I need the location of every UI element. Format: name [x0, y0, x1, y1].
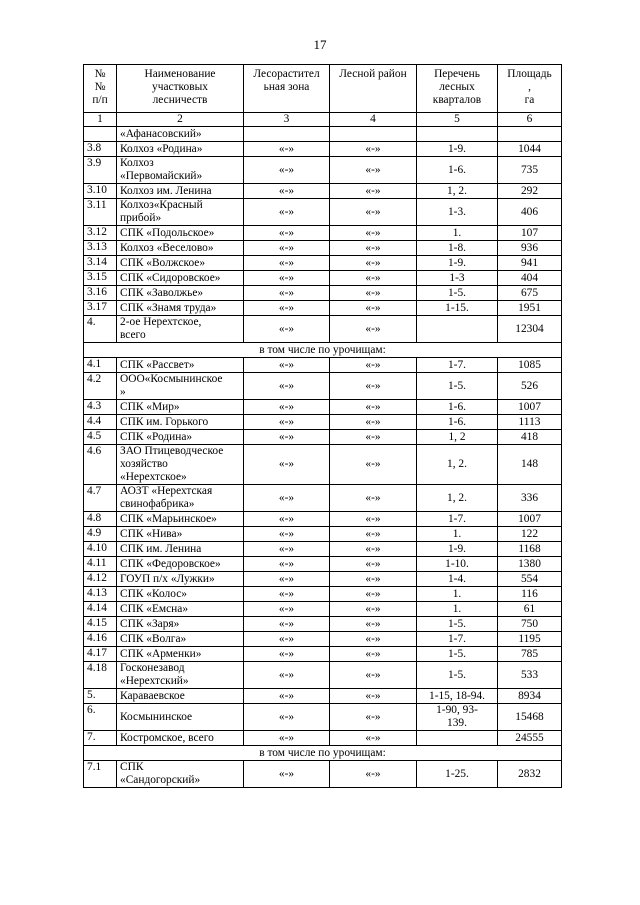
table-row: [84, 400, 562, 415]
forest-quarters: [417, 731, 498, 746]
forestry-name: Космынинское: [117, 704, 244, 731]
row-number: 3.17: [84, 301, 117, 316]
forestry-name: СПК «Мир»: [117, 400, 244, 415]
forest-district: «-»: [330, 557, 417, 572]
forest-quarters: 1-7.: [417, 358, 498, 373]
forest-zone: «-»: [244, 587, 330, 602]
row-number: 4.13: [84, 587, 117, 602]
area-ha: 936: [498, 241, 562, 256]
forest-zone: «-»: [244, 512, 330, 527]
forest-quarters: 1, 2.: [417, 445, 498, 485]
forest-district: «-»: [330, 256, 417, 271]
table-row: [84, 662, 562, 689]
area-ha: 750: [498, 617, 562, 632]
forest-zone: «-»: [244, 647, 330, 662]
forestry-name: СПК «Марьинское»: [117, 512, 244, 527]
page-number: 17: [313, 37, 327, 52]
area-ha: 1007: [498, 400, 562, 415]
table-row: [84, 127, 562, 142]
row-number: 3.8: [84, 142, 117, 157]
table-row: [84, 527, 562, 542]
forest-quarters: 1, 2: [417, 430, 498, 445]
row-number: 6.: [84, 704, 117, 731]
forest-zone: «-»: [244, 527, 330, 542]
table-row: [84, 647, 562, 662]
forestry-name: СПК «Рассвет»: [117, 358, 244, 373]
forest-quarters: 1-15, 18-94.: [417, 689, 498, 704]
column-number: 3: [244, 113, 330, 127]
forestry-name: СПК «Знамя труда»: [117, 301, 244, 316]
forestry-name: СПК «Сидоровское»: [117, 271, 244, 286]
column-number: 4: [330, 113, 417, 127]
forest-quarters: 1-9.: [417, 256, 498, 271]
forest-zone: «-»: [244, 662, 330, 689]
table-row: [84, 157, 562, 184]
forest-district: «-»: [330, 617, 417, 632]
table-row: [84, 286, 562, 301]
forest-district: «-»: [330, 689, 417, 704]
forest-zone: «-»: [244, 485, 330, 512]
forest-quarters: 1, 2.: [417, 184, 498, 199]
forest-district: «-»: [330, 632, 417, 647]
forest-district: «-»: [330, 142, 417, 157]
area-ha: 785: [498, 647, 562, 662]
area-ha: 533: [498, 662, 562, 689]
row-number: 4.4: [84, 415, 117, 430]
table-row: [84, 485, 562, 512]
forest-district: «-»: [330, 226, 417, 241]
row-number: 7.1: [84, 761, 117, 788]
row-number: 4.5: [84, 430, 117, 445]
forest-zone: «-»: [244, 415, 330, 430]
table-row: [84, 184, 562, 199]
forestry-name: Костромское, всего: [117, 731, 244, 746]
forestry-name: ГОУП п/х «Лужки»: [117, 572, 244, 587]
area-ha: 116: [498, 587, 562, 602]
forest-district: «-»: [330, 199, 417, 226]
row-number: 3.15: [84, 271, 117, 286]
forest-district: «-»: [330, 184, 417, 199]
table-row: [84, 761, 562, 788]
forest-district: «-»: [330, 271, 417, 286]
forest-district: «-»: [330, 512, 417, 527]
table-body: [84, 127, 562, 788]
forest-quarters: 1-3.: [417, 199, 498, 226]
column-number: 5: [417, 113, 498, 127]
forest-zone: «-»: [244, 157, 330, 184]
forest-quarters: 1-7.: [417, 632, 498, 647]
table-row: [84, 301, 562, 316]
forest-zone: «-»: [244, 632, 330, 647]
row-number: 4.11: [84, 557, 117, 572]
area-ha: 122: [498, 527, 562, 542]
forest-zone: «-»: [244, 731, 330, 746]
row-number: 4.2: [84, 373, 117, 400]
forest-zone: «-»: [244, 572, 330, 587]
forestry-name: Колхоз «Родина»: [117, 142, 244, 157]
table-row: [84, 241, 562, 256]
area-ha: 406: [498, 199, 562, 226]
table-row: [84, 199, 562, 226]
area-ha: 735: [498, 157, 562, 184]
forest-quarters: 1-6.: [417, 400, 498, 415]
row-number: [84, 127, 117, 142]
forest-zone: «-»: [244, 689, 330, 704]
header-name: Наименование участковых лесничеств: [117, 65, 244, 113]
forest-quarters: 1.: [417, 602, 498, 617]
forest-district: «-»: [330, 761, 417, 788]
area-ha: 526: [498, 373, 562, 400]
forestry-name: СПК «Федоровское»: [117, 557, 244, 572]
table-row: [84, 704, 562, 731]
section-row: [84, 343, 562, 358]
row-number: 4.12: [84, 572, 117, 587]
forest-district: «-»: [330, 373, 417, 400]
forestry-name: Колхоз «Веселово»: [117, 241, 244, 256]
area-ha: 675: [498, 286, 562, 301]
row-number: 3.12: [84, 226, 117, 241]
table-row: [84, 256, 562, 271]
forest-district: «-»: [330, 647, 417, 662]
forestry-name: «Афанасовский»: [117, 127, 244, 142]
forestry-name: СПК «Подольское»: [117, 226, 244, 241]
table-row: [84, 415, 562, 430]
forest-quarters: 1-9.: [417, 542, 498, 557]
table-row: [84, 358, 562, 373]
forest-quarters: 1-90, 93- 139.: [417, 704, 498, 731]
forestry-name: СПК «Емсна»: [117, 602, 244, 617]
area-ha: 1044: [498, 142, 562, 157]
row-number: 4.6: [84, 445, 117, 485]
forestry-name: СПК «Волжское»: [117, 256, 244, 271]
row-number: 4.14: [84, 602, 117, 617]
forestry-name: СПК им. Горького: [117, 415, 244, 430]
row-number: 4.15: [84, 617, 117, 632]
row-number: 3.10: [84, 184, 117, 199]
forestry-name: Караваевское: [117, 689, 244, 704]
forest-district: «-»: [330, 400, 417, 415]
forest-district: «-»: [330, 430, 417, 445]
column-number: 1: [84, 113, 117, 127]
row-number: 4.9: [84, 527, 117, 542]
forest-quarters: 1-5.: [417, 286, 498, 301]
header-district: Лесной район: [330, 65, 417, 113]
forest-quarters: 1.: [417, 226, 498, 241]
forest-quarters: 1-5.: [417, 662, 498, 689]
forest-zone: «-»: [244, 286, 330, 301]
table-row: [84, 316, 562, 343]
table-row: [84, 226, 562, 241]
table-row: [84, 689, 562, 704]
section-label: в том числе по урочищам:: [84, 746, 562, 761]
table-row: [84, 271, 562, 286]
row-number: 7.: [84, 731, 117, 746]
forest-district: «-»: [330, 542, 417, 557]
forest-quarters: 1-8.: [417, 241, 498, 256]
forest-quarters: 1.: [417, 587, 498, 602]
forestry-name: Колхоз«Красный прибой»: [117, 199, 244, 226]
area-ha: 554: [498, 572, 562, 587]
forest-zone: «-»: [244, 761, 330, 788]
forest-quarters: 1-25.: [417, 761, 498, 788]
table-row: [84, 430, 562, 445]
forest-quarters: 1-6.: [417, 415, 498, 430]
forest-district: «-»: [330, 286, 417, 301]
forest-quarters: 1-6.: [417, 157, 498, 184]
forest-zone: «-»: [244, 617, 330, 632]
forest-zone: «-»: [244, 256, 330, 271]
forestry-name: СПК «Родина»: [117, 430, 244, 445]
forest-quarters: 1.: [417, 527, 498, 542]
table-row: [84, 617, 562, 632]
area-ha: 1380: [498, 557, 562, 572]
area-ha: 1168: [498, 542, 562, 557]
row-number: 4.7: [84, 485, 117, 512]
forestry-name: ЗАО Птицеводческое хозяйство «Нерехтское»: [117, 445, 244, 485]
forest-district: «-»: [330, 587, 417, 602]
row-number: 4.17: [84, 647, 117, 662]
forestry-name: Колхоз им. Ленина: [117, 184, 244, 199]
forestry-name: Госконезавод «Нерехтский»: [117, 662, 244, 689]
forest-quarters: 1-5.: [417, 647, 498, 662]
table-row: [84, 445, 562, 485]
forest-zone: «-»: [244, 557, 330, 572]
area-ha: 24555: [498, 731, 562, 746]
forest-quarters: 1-10.: [417, 557, 498, 572]
area-ha: 1007: [498, 512, 562, 527]
forest-quarters: [417, 316, 498, 343]
forest-district: «-»: [330, 704, 417, 731]
forest-district: «-»: [330, 301, 417, 316]
forestry-name: СПК «Заря»: [117, 617, 244, 632]
table-row: [84, 542, 562, 557]
header-zone: Лесорастител ьная зона: [244, 65, 330, 113]
row-number: 4.18: [84, 662, 117, 689]
area-ha: 336: [498, 485, 562, 512]
header-quarters: Перечень лесных кварталов: [417, 65, 498, 113]
forest-district: «-»: [330, 662, 417, 689]
row-number: 4.: [84, 316, 117, 343]
area-ha: 1113: [498, 415, 562, 430]
forestry-name: 2-ое Нерехтское, всего: [117, 316, 244, 343]
row-number: 3.16: [84, 286, 117, 301]
row-number: 3.11: [84, 199, 117, 226]
forest-zone: «-»: [244, 704, 330, 731]
forest-district: «-»: [330, 485, 417, 512]
area-ha: 292: [498, 184, 562, 199]
row-number: 4.16: [84, 632, 117, 647]
table-row: [84, 373, 562, 400]
forestry-name: СПК «Сандогорский»: [117, 761, 244, 788]
forestry-name: СПК «Заволжье»: [117, 286, 244, 301]
forestry-name: ООО«Космынинское »: [117, 373, 244, 400]
column-number: 6: [498, 113, 562, 127]
section-row: [84, 746, 562, 761]
row-number: 4.10: [84, 542, 117, 557]
forestry-name: СПК «Колос»: [117, 587, 244, 602]
area-ha: 1085: [498, 358, 562, 373]
row-number: 4.3: [84, 400, 117, 415]
column-number-row: [84, 113, 562, 127]
forest-zone: «-»: [244, 358, 330, 373]
forest-zone: «-»: [244, 430, 330, 445]
forest-zone: «-»: [244, 602, 330, 617]
area-ha: 15468: [498, 704, 562, 731]
forest-zone: «-»: [244, 226, 330, 241]
forestry-name: СПК им. Ленина: [117, 542, 244, 557]
row-number: 5.: [84, 689, 117, 704]
forestry-name: СПК «Арменки»: [117, 647, 244, 662]
row-number: 3.13: [84, 241, 117, 256]
area-ha: 148: [498, 445, 562, 485]
row-number: 3.9: [84, 157, 117, 184]
forest-district: «-»: [330, 527, 417, 542]
area-ha: 1195: [498, 632, 562, 647]
area-ha: 2832: [498, 761, 562, 788]
area-ha: 107: [498, 226, 562, 241]
forest-zone: [244, 127, 330, 142]
forest-zone: «-»: [244, 445, 330, 485]
forest-zone: «-»: [244, 271, 330, 286]
forest-zone: «-»: [244, 373, 330, 400]
forestry-name: Колхоз «Первомайский»: [117, 157, 244, 184]
forest-district: «-»: [330, 602, 417, 617]
area-ha: 941: [498, 256, 562, 271]
forest-district: «-»: [330, 415, 417, 430]
table-row: [84, 557, 562, 572]
forest-district: «-»: [330, 358, 417, 373]
forest-zone: «-»: [244, 184, 330, 199]
forest-district: «-»: [330, 316, 417, 343]
forestry-name: СПК «Волга»: [117, 632, 244, 647]
table-row: [84, 602, 562, 617]
forest-zone: «-»: [244, 301, 330, 316]
section-label: в том числе по урочищам:: [84, 343, 562, 358]
table-row: [84, 142, 562, 157]
forestry-name: СПК «Нива»: [117, 527, 244, 542]
forest-zone: «-»: [244, 400, 330, 415]
header-area: Площадь , га: [498, 65, 562, 113]
area-ha: 418: [498, 430, 562, 445]
forest-district: «-»: [330, 572, 417, 587]
forest-quarters: 1-7.: [417, 512, 498, 527]
table-row: [84, 512, 562, 527]
row-number: 4.1: [84, 358, 117, 373]
forest-zone: «-»: [244, 316, 330, 343]
forest-quarters: 1, 2.: [417, 485, 498, 512]
header-row: [84, 65, 562, 113]
forest-quarters: 1-9.: [417, 142, 498, 157]
forest-district: «-»: [330, 731, 417, 746]
table-row: [84, 572, 562, 587]
area-ha: 1951: [498, 301, 562, 316]
area-ha: 8934: [498, 689, 562, 704]
row-number: 4.8: [84, 512, 117, 527]
forest-district: «-»: [330, 445, 417, 485]
forest-quarters: 1-5.: [417, 617, 498, 632]
forest-quarters: 1-5.: [417, 373, 498, 400]
forest-zone: «-»: [244, 542, 330, 557]
forest-zone: «-»: [244, 241, 330, 256]
forestry-name: АОЗТ «Нерехтская свинофабрика»: [117, 485, 244, 512]
row-number: 3.14: [84, 256, 117, 271]
area-ha: [498, 127, 562, 142]
forest-quarters: 1-3: [417, 271, 498, 286]
forest-district: [330, 127, 417, 142]
table-row: [84, 731, 562, 746]
forest-district: «-»: [330, 241, 417, 256]
area-ha: 12304: [498, 316, 562, 343]
forest-zone: «-»: [244, 142, 330, 157]
forest-quarters: [417, 127, 498, 142]
table-row: [84, 632, 562, 647]
forest-district: «-»: [330, 157, 417, 184]
table-row: [84, 587, 562, 602]
forest-quarters: 1-4.: [417, 572, 498, 587]
forest-quarters: 1-15.: [417, 301, 498, 316]
forest-zone: «-»: [244, 199, 330, 226]
column-number: 2: [117, 113, 244, 127]
area-ha: 404: [498, 271, 562, 286]
header-num: № № п/п: [84, 65, 117, 113]
area-ha: 61: [498, 602, 562, 617]
forestry-table: [83, 64, 562, 788]
